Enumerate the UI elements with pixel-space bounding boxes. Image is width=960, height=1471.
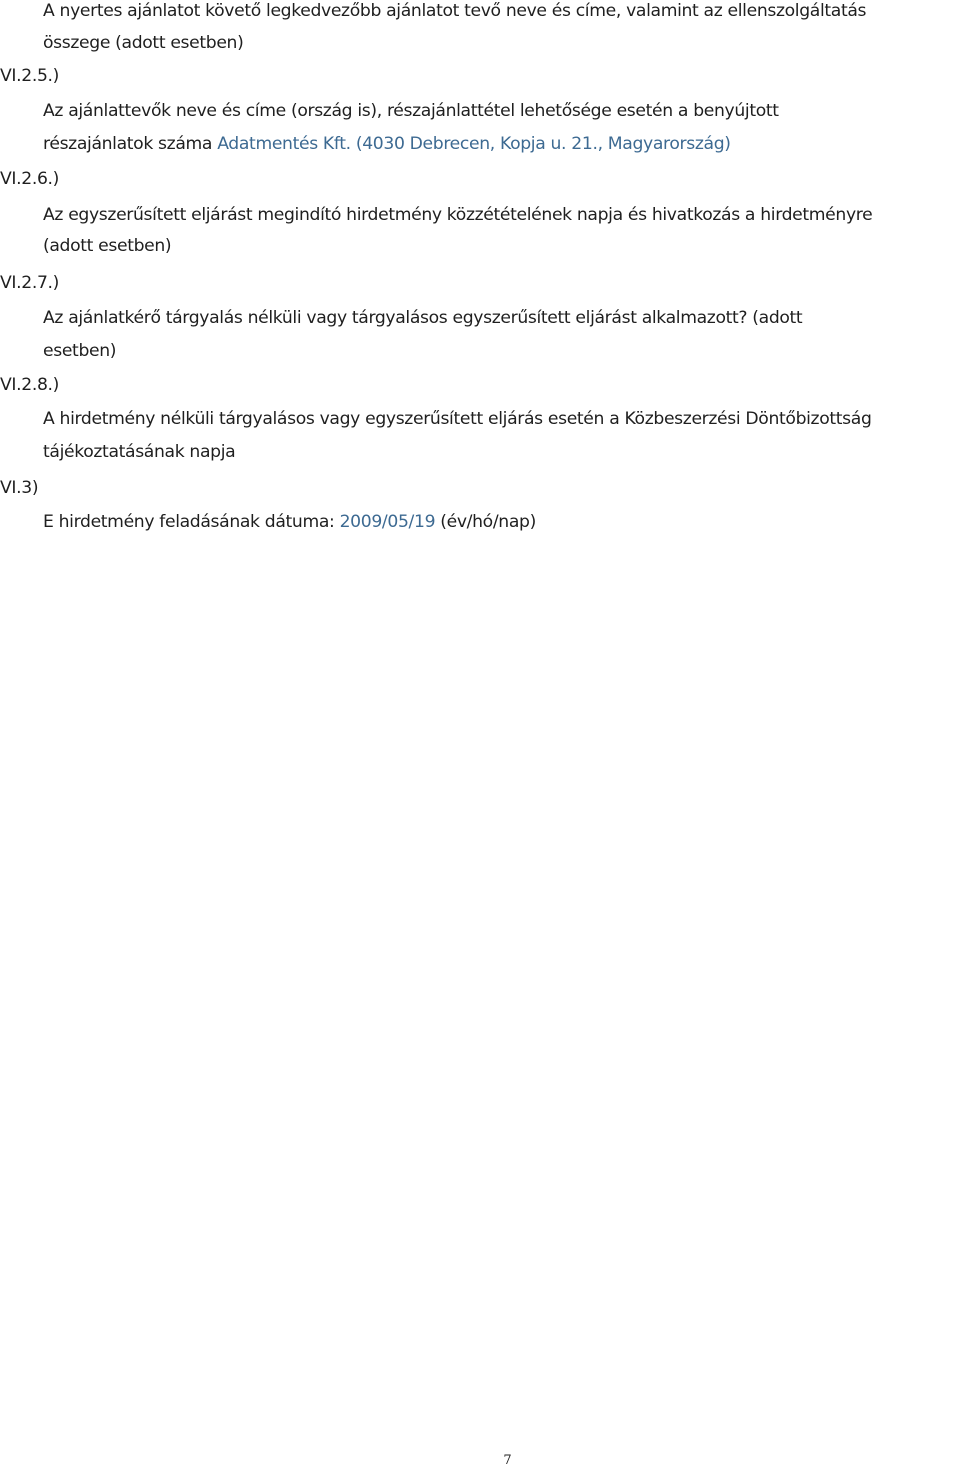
text-line: Az ajánlattevők neve és címe (ország is), részajánlattétel lehetősége esetén a benyújtott bbox=[43, 101, 779, 121]
text-line: esetben) bbox=[43, 341, 117, 361]
text-line: tájékoztatásának napja bbox=[43, 442, 236, 462]
text-line: A hirdetmény nélküli tárgyalásos vagy egyszerűsített eljárás esetén a Közbeszerzési Döntőbizottság bbox=[43, 409, 872, 429]
text-line bbox=[43, 511, 536, 533]
text-line: Az ajánlatkérő tárgyalás nélküli vagy tárgyalásos egyszerűsített eljárást alkalmazott? (adott bbox=[43, 308, 803, 328]
field-value: Adatmentés Kft. (4030 Debrecen, Kopja u. 21., Magyarország) bbox=[217, 134, 731, 154]
text-label: (év/hó/nap) bbox=[435, 512, 536, 532]
section-number: VI.2.6.) bbox=[0, 169, 59, 189]
date-value: 2009/05/19 bbox=[339, 512, 436, 532]
page-number: 7 bbox=[503, 1453, 512, 1468]
text-line: Az egyszerűsített eljárást megindító hirdetmény közzétételének napja és hivatkozás a hirdetményre bbox=[43, 205, 873, 225]
section-number: VI.2.5.) bbox=[0, 66, 59, 86]
text-line bbox=[43, 133, 731, 155]
text-line: összege (adott esetben) bbox=[43, 33, 244, 53]
section-number: VI.3) bbox=[0, 478, 39, 498]
text-label: E hirdetmény feladásának dátuma: bbox=[43, 512, 340, 532]
section-number: VI.2.7.) bbox=[0, 273, 59, 293]
text-label: részajánlatok száma bbox=[43, 134, 218, 154]
section-number: VI.2.8.) bbox=[0, 375, 59, 395]
text-line: A nyertes ajánlatot követő legkedvezőbb ajánlatot tevő neve és címe, valamint az ellenszolgáltatás bbox=[43, 1, 867, 21]
text-line: (adott esetben) bbox=[43, 236, 172, 256]
